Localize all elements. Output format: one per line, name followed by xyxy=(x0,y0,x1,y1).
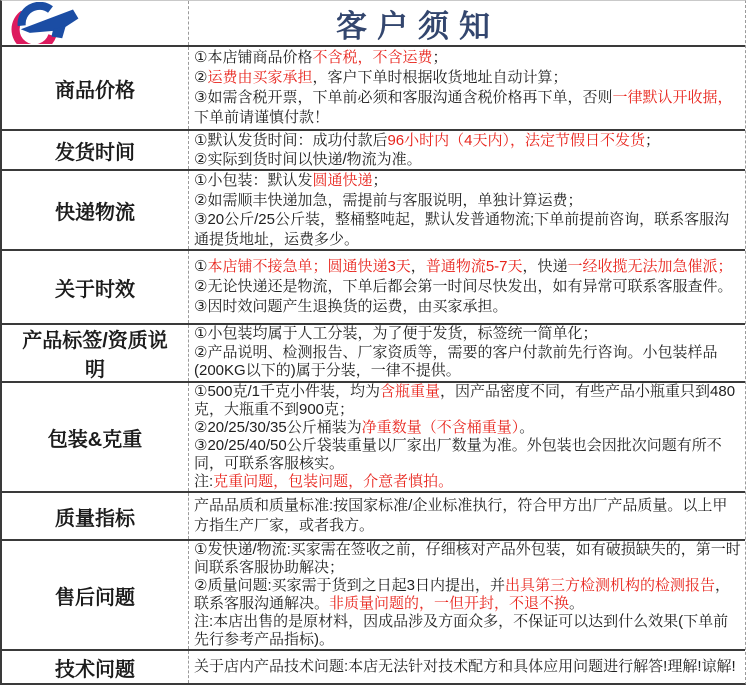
notice-paragraph xyxy=(194,437,742,473)
text-segment: ； xyxy=(432,49,448,66)
text-segment: ③如需含税开票，下单前必须和客服沟通含税价格再下单，否则 xyxy=(194,89,613,106)
highlighted-text: 96小时内（4天内），法定节假日不发货 xyxy=(387,132,645,149)
notice-paragraph xyxy=(194,419,742,437)
row-label: 产品标签/资质说明 xyxy=(2,325,189,381)
notice-paragraph xyxy=(194,88,742,128)
row-content xyxy=(189,541,745,649)
highlighted-text: 不含税，不含运费 xyxy=(312,49,433,66)
row-label: 关于时效 xyxy=(2,251,189,323)
text-segment: ③因时效问题产生退换货的运费，由买家承担。 xyxy=(194,298,508,315)
notice-paragraph xyxy=(194,325,742,344)
text-segment: ，联系客服沟通解决。 xyxy=(194,577,730,612)
table-row xyxy=(2,381,745,491)
text-segment: ①小包装均属于人工分装，为了便于发货，标签统一简单化； xyxy=(194,325,598,343)
table-row xyxy=(2,249,745,323)
row-content xyxy=(189,383,745,491)
row-content xyxy=(189,251,745,323)
highlighted-text: 含瓶重量 xyxy=(380,383,441,400)
row-content xyxy=(189,131,745,169)
table-row xyxy=(2,129,745,169)
row-content xyxy=(189,493,745,539)
text-segment: 注: xyxy=(194,473,214,490)
brand-logo-icon xyxy=(10,2,82,44)
highlighted-text: 非质量问题的，一但开封，不退不换 xyxy=(329,595,570,612)
table-row xyxy=(2,169,745,249)
text-segment: ①500克/1千克小件装，均为 xyxy=(194,383,380,400)
notice-paragraph xyxy=(194,210,742,249)
text-segment: 关于店内产品技术问题:本店无法针对技术配方和具体应用问题进行解答!理解!谅解! xyxy=(194,658,736,675)
notice-paragraph xyxy=(194,496,742,536)
table-row xyxy=(2,45,745,129)
highlighted-text: 净重数量（不含桶重量） xyxy=(361,419,520,436)
row-content xyxy=(189,651,745,683)
text-segment: ②质量问题:买家需于货到之日起3日内提出，并 xyxy=(194,577,505,594)
row-content xyxy=(189,47,745,129)
text-segment: ①本店铺商品价格 xyxy=(194,49,313,66)
text-segment: ， xyxy=(410,258,426,275)
text-segment: ②如需顺丰快递加急，需提前与客服说明，单独计算运费； xyxy=(194,191,583,209)
notice-paragraph xyxy=(194,344,742,381)
text-segment: ； xyxy=(644,132,660,149)
text-segment: ①小包装：默认发 xyxy=(194,172,313,189)
text-segment: 产品品质和质量标准:按国家标准/企业标准执行，符合甲方出厂产品质量。以上甲方指生产厂家，或者我方。 xyxy=(194,497,728,534)
text-segment: 下单前请谨慎付款！ xyxy=(194,109,330,126)
text-segment: ② xyxy=(194,69,208,86)
row-label: 商品价格 xyxy=(2,47,189,129)
page-title: 客户须知 xyxy=(336,8,500,44)
notice-paragraph xyxy=(194,541,742,577)
logo-cell xyxy=(2,1,189,45)
table-header xyxy=(2,1,745,45)
notice-paragraph xyxy=(194,191,742,211)
notice-paragraph xyxy=(194,657,742,677)
text-segment: 。 xyxy=(519,419,535,436)
text-segment: ②20/25/30/35公斤桶装为 xyxy=(194,419,362,436)
highlighted-text: 圆通快递 xyxy=(312,172,373,189)
row-label: 快递物流 xyxy=(2,171,189,249)
notice-paragraph xyxy=(194,150,742,169)
notice-paragraph xyxy=(194,257,742,277)
text-segment: ②无论快递还是物流，下单后都会第一时间尽快发出，如有异常可联系客服查件。 xyxy=(194,278,733,295)
row-label: 售后问题 xyxy=(2,541,189,649)
highlighted-text: 普通物流5-7天 xyxy=(425,258,523,275)
text-segment: ③20/25/40/50公斤袋装重量以厂家出厂数量为准。外包装也会因批次问题有所不同，可联系客服核实。 xyxy=(194,437,722,472)
text-segment: ① xyxy=(194,258,208,275)
notice-paragraph xyxy=(194,297,742,317)
notice-paragraph xyxy=(194,473,742,491)
text-segment: ①发快递/物流:买家需在签收之前，仔细核对产品外包装，如有破损缺失的，第一时间联系客服协助解决； xyxy=(194,541,741,576)
notice-paragraph xyxy=(194,171,742,191)
highlighted-text: 克重问题，包装问题，介意者慎拍。 xyxy=(213,473,454,490)
row-label: 包装&克重 xyxy=(2,383,189,491)
table-row xyxy=(2,491,745,539)
text-segment: ； xyxy=(372,172,388,189)
notice-paragraph xyxy=(194,383,742,419)
text-segment: 。 xyxy=(569,595,585,612)
notice-paragraph xyxy=(194,577,742,613)
highlighted-text: 一律默认开收据， xyxy=(612,89,733,106)
notice-paragraph xyxy=(194,68,742,88)
text-segment: ，客户下单时根据收货地址自动计算； xyxy=(312,69,568,86)
row-label: 发货时间 xyxy=(2,131,189,169)
table-row xyxy=(2,649,745,683)
text-segment: ②产品说明、检测报告、厂家资质等，需要的客户付款前先行咨询。小包装样品(200KG以下的)属于分装，一律不提供。 xyxy=(194,343,718,380)
row-content xyxy=(189,171,745,249)
highlighted-text: 运费由买家承担 xyxy=(207,69,313,86)
table-row xyxy=(2,323,745,381)
highlighted-text: 出具第三方检测机构的检测报告 xyxy=(504,577,715,594)
text-segment: 注:本店出售的是原材料，因成品涉及方面众多，不保证可以达到什么效果(下单前先行参考产品指标)。 xyxy=(194,613,729,648)
text-segment: ③20公斤/25公斤装，整桶整吨起，默认发普通物流;下单前提前咨询，联系客服沟通提货地址，运费多少。 xyxy=(194,211,730,248)
text-segment: ，快递 xyxy=(522,258,568,275)
notice-paragraph xyxy=(194,48,742,68)
text-segment: ，因产品密度不同，有些产品小瓶重只到480克，大瓶重不到900克； xyxy=(194,383,736,418)
notice-paragraph xyxy=(194,131,742,150)
text-segment: ①默认发货时间：成功付款后 xyxy=(194,132,388,149)
text-segment: ②实际到货时间以快递/物流为准。 xyxy=(194,151,422,168)
highlighted-text: 一经收揽无法加急催派； xyxy=(567,258,733,275)
notice-paragraph xyxy=(194,613,742,649)
table-row xyxy=(2,539,745,649)
row-content xyxy=(189,325,745,381)
title-cell xyxy=(189,1,745,45)
row-label: 质量指标 xyxy=(2,493,189,539)
notice-paragraph xyxy=(194,277,742,297)
highlighted-text: 本店铺不接急单；圆通快递3天 xyxy=(207,258,411,275)
row-label: 技术问题 xyxy=(2,651,189,683)
